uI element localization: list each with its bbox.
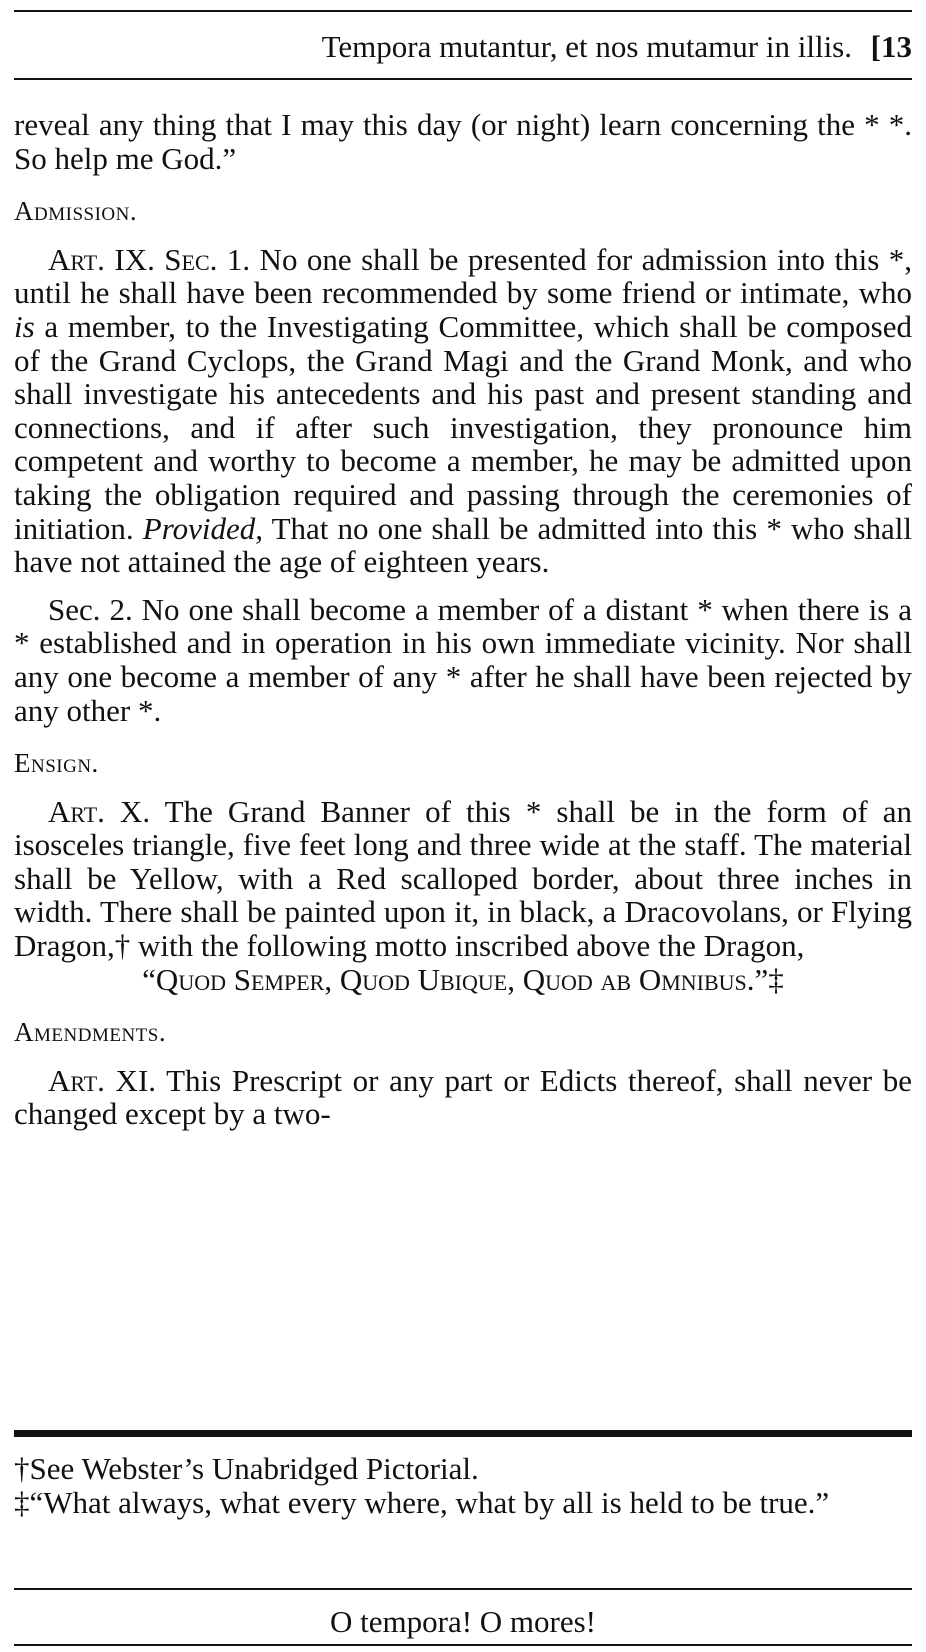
article-ix-text-1: No one shall be presented for admission into this *, until he shall have been recommended by some friend or intimate, who — [14, 241, 912, 311]
running-footer — [14, 1598, 912, 1646]
article-ix-lead: Art. IX. Sec. 1. — [48, 241, 251, 277]
article-x-text: The Grand Banner of this * shall be in the form of an isosceles triangle, five feet long and three wide at the staff. The material shall be Yellow, with a Red scalloped border, about three inches in width. There shall be painted upon it, in black, a Dracovolans, or Flying Dragon,† with the following motto inscribed above the Dragon, — [14, 793, 912, 964]
heading-ensign: Ensign. — [14, 748, 99, 779]
article-ix-text-3: That no one shall be admitted into this * who shall have not attained the age of eighteen years. — [14, 510, 912, 580]
article-xi-lead: Art. XI. — [48, 1062, 157, 1098]
header-rule — [14, 78, 912, 80]
footer-top-rule — [14, 1588, 912, 1590]
heading-admission: Admission. — [14, 196, 138, 227]
emphasis-provided: Provided, — [142, 510, 264, 546]
bottom-rule — [14, 1644, 912, 1646]
footnote-rule — [14, 1430, 912, 1437]
article-x-lead: Art. X. — [48, 793, 151, 829]
article-xi-text: This Prescript or any part or Edicts thereof, shall never be changed except by a two- — [14, 1062, 913, 1132]
footnote-dagger: †See Webster’s Unabridged Pictorial. — [14, 1451, 479, 1486]
footnotes — [14, 1452, 912, 1519]
top-rule — [14, 10, 912, 12]
banner-motto: “Quod Semper, Quod Ubique, Quod ab Omnibus.”‡ — [142, 961, 784, 997]
article-ix-text-2: a member, to the Investigating Committee, which shall be composed of the Grand Cyclops, the Grand Magi and the Grand Monk, and who shall investigate his antecedents and his past and present standing and connections, and if after such investigation, they pronounce him competent and worthy to become a member, he may be admitted upon taking the obligation required and passing through the ceremonies of initiation. — [14, 308, 912, 546]
running-header-motto: Tempora mutantur, et nos mutamur in illis. — [321, 29, 852, 64]
footer-exclamation: O tempora! O mores! — [330, 1604, 596, 1639]
running-header — [14, 22, 912, 72]
continuation-paragraph: reveal any thing that I may this day (or night) learn concerning the * *. So help me God.” — [14, 107, 912, 176]
article-ix-section-2: Sec. 2. No one shall become a member of a distant * when there is a * established and in operation in his own immediate vicinity. Nor shall any one become a member of any * after he shall have been rejected by any other *. — [14, 591, 912, 728]
heading-amendments: Amendments. — [14, 1017, 167, 1048]
article-ix-section-1 — [14, 243, 912, 579]
article-x — [14, 795, 912, 963]
emphasis-is: is — [14, 308, 35, 344]
page-number: [13 — [870, 29, 912, 64]
page-body — [14, 108, 912, 1131]
footnote-double-dagger: ‡“What always, what every where, what by all is held to be true.” — [14, 1484, 830, 1520]
article-xi — [14, 1064, 912, 1131]
